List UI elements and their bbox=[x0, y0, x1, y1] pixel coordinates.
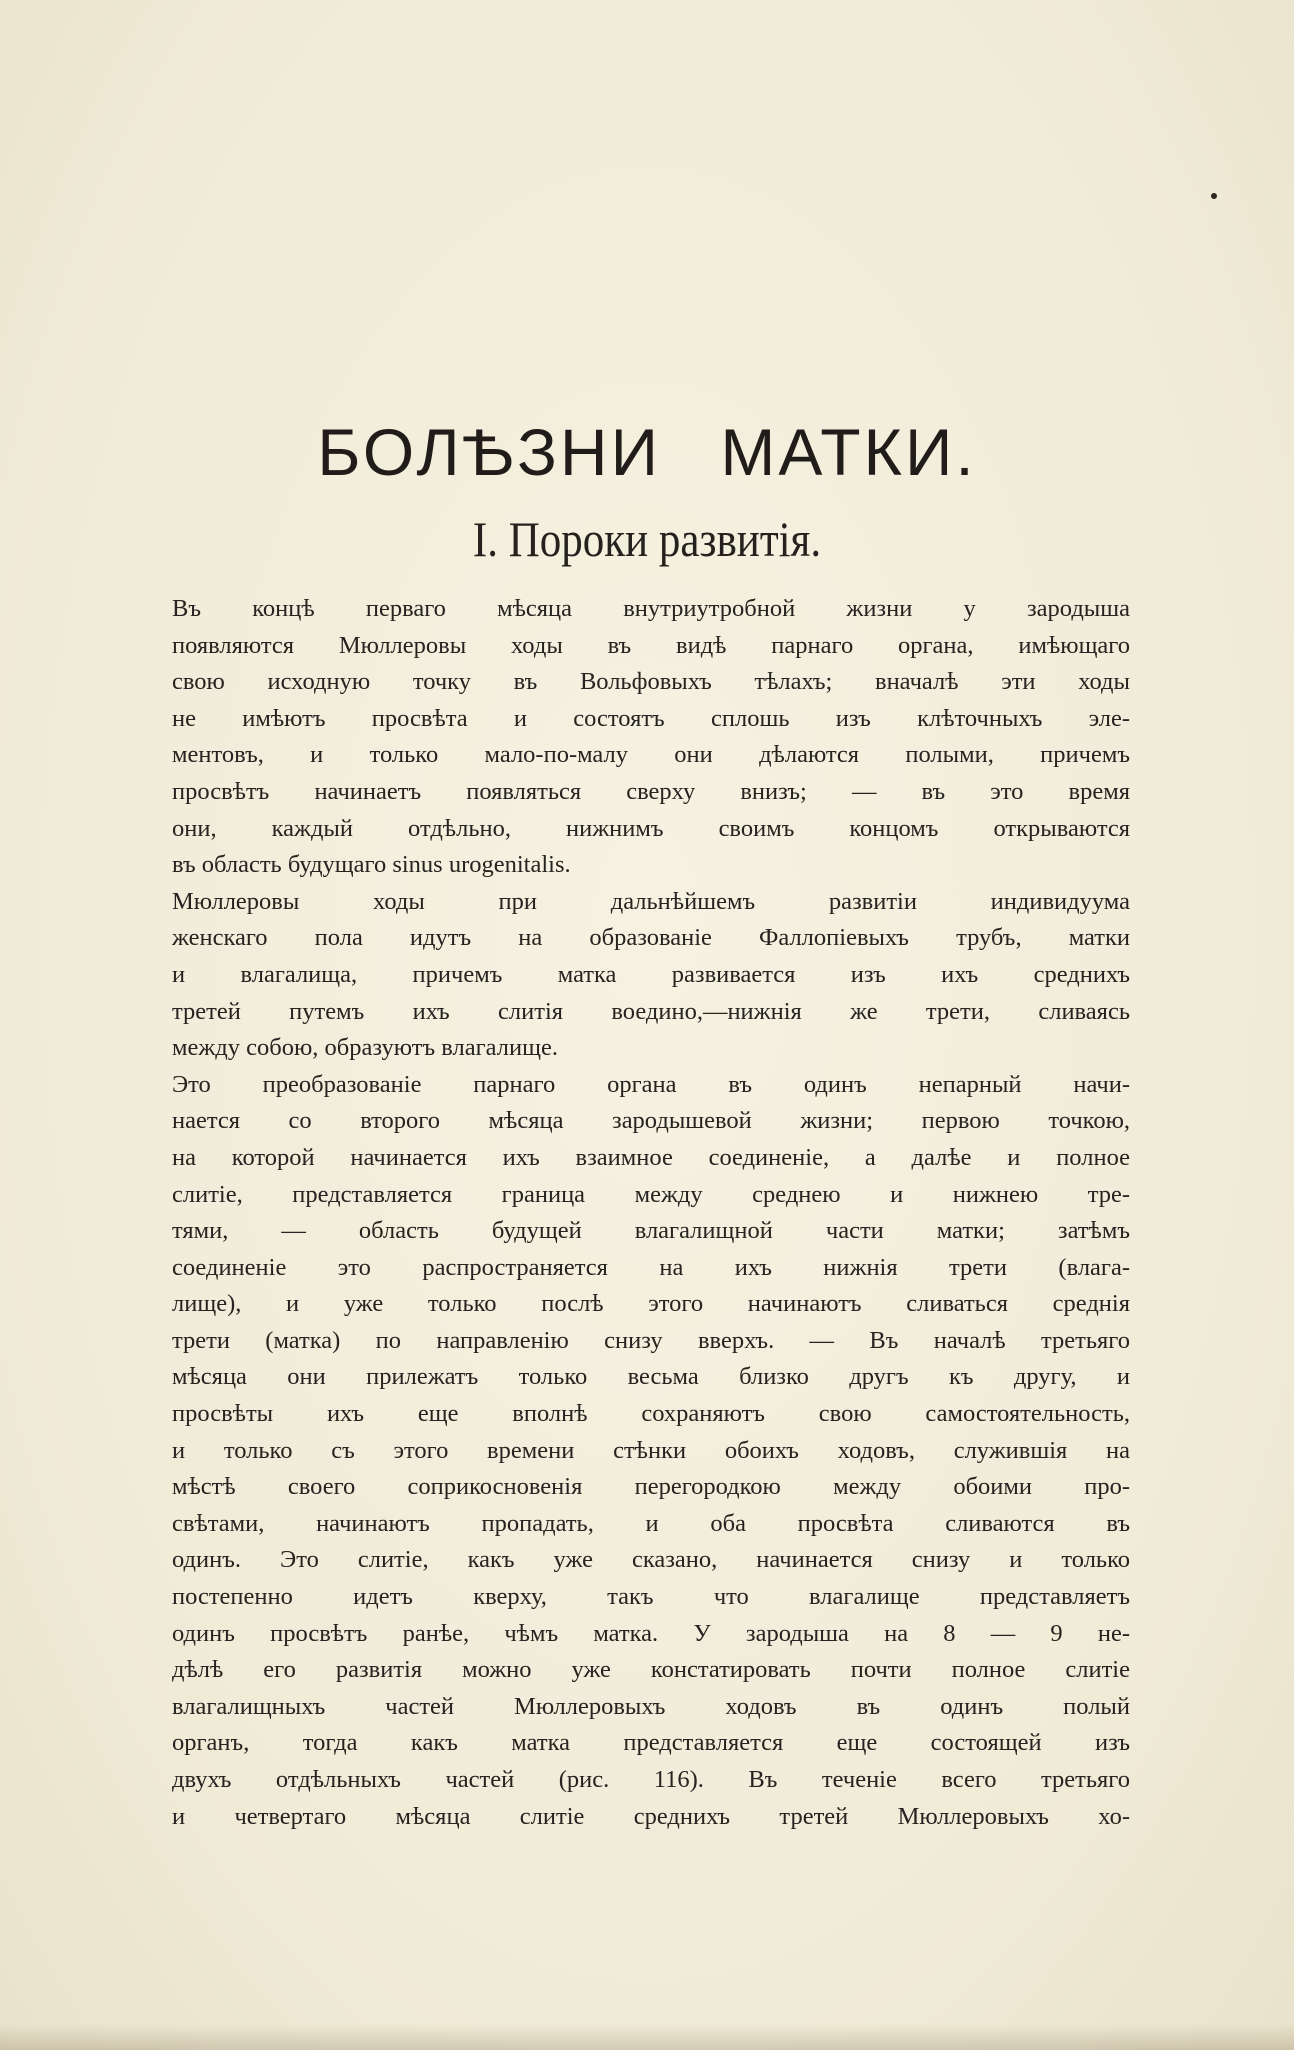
text-line: трети (матка) по направленію снизу вверхъ. — Въ началѣ третьяго bbox=[172, 1326, 1130, 1354]
text-line: третей путемъ ихъ слитія воедино,—нижнія же трети, сливаясь bbox=[172, 997, 1130, 1025]
text-line: появляются Мюллеровы ходы въ видѣ парнаго органа, имѣющаго bbox=[172, 631, 1130, 659]
text-line: между собою, образуютъ влагалище. bbox=[172, 1034, 558, 1062]
text-line: не имѣютъ просвѣта и состоятъ сплошь изъ клѣточныхъ эле- bbox=[172, 704, 1130, 732]
text-line: на которой начинается ихъ взаимное соединеніе, а далѣе и полное bbox=[172, 1143, 1130, 1171]
text-line: нается со второго мѣсяца зародышевой жизни; первою точкою, bbox=[172, 1107, 1130, 1135]
text-line: и влагалища, причемъ матка развивается изъ ихъ среднихъ bbox=[172, 960, 1130, 988]
text-line: свою исходную точку въ Вольфовыхъ тѣлахъ; вначалѣ эти ходы bbox=[172, 668, 1130, 696]
text-line: органъ, тогда какъ матка представляется еще состоящей изъ bbox=[172, 1729, 1130, 1757]
text-line: просвѣтъ начинаетъ появляться сверху внизъ; — въ это время bbox=[172, 777, 1130, 805]
text-line: женскаго пола идутъ на образованіе Фаллопіевыхъ трубъ, матки bbox=[172, 924, 1130, 952]
text-line: влагалищныхъ частей Мюллеровыхъ ходовъ въ одинъ полый bbox=[172, 1692, 1130, 1720]
text-line: двухъ отдѣльныхъ частей (рис. 116). Въ теченіе всего третьяго bbox=[172, 1766, 1130, 1793]
text-line: и четвертаго мѣсяца слитіе среднихъ третей Мюллеровыхъ хо- bbox=[172, 1802, 1130, 1830]
text-line: Это преобразованіе парнаго органа въ одинъ непарный начи- bbox=[172, 1070, 1130, 1098]
text-line: ментовъ, и только мало-по-малу они дѣлаются полыми, причемъ bbox=[172, 741, 1130, 769]
text-line: просвѣты ихъ еще вполнѣ сохраняютъ свою самостоятельность, bbox=[172, 1400, 1130, 1428]
paragraph-2 bbox=[172, 884, 1130, 1067]
text-line: тями, — область будущей влагалищной части матки; затѣмъ bbox=[172, 1217, 1130, 1245]
text-line: лище), и уже только послѣ этого начинаютъ сливаться среднія bbox=[172, 1290, 1130, 1318]
body-text bbox=[172, 591, 1130, 1835]
text-line: дѣлѣ его развитія можно уже констатировать почти полное слитіе bbox=[172, 1656, 1130, 1684]
text-line: мѣстѣ своего соприкосновенія перегородкою между обоими про- bbox=[172, 1473, 1130, 1501]
text-line: и только съ этого времени стѣнки обоихъ ходовъ, служившія на bbox=[172, 1436, 1130, 1464]
text-line: одинъ просвѣтъ ранѣе, чѣмъ матка. У зародыша на 8 — 9 не- bbox=[172, 1619, 1130, 1647]
text-line: они, каждый отдѣльно, нижнимъ своимъ концомъ открываются bbox=[172, 814, 1130, 842]
text-line: постепенно идетъ кверху, такъ что влагалище представляетъ bbox=[172, 1583, 1130, 1611]
paragraph-3 bbox=[172, 1067, 1130, 1835]
text-line: Мюллеровы ходы при дальнѣйшемъ развитіи индивидуума bbox=[172, 887, 1130, 915]
text-line: мѣсяца они прилежатъ только весьма близко другъ къ другу, и bbox=[172, 1363, 1130, 1391]
page-title: БОЛѢЗНИ МАТКИ. bbox=[317, 415, 977, 489]
text-line: одинъ. Это слитіе, какъ уже сказано, начинается снизу и только bbox=[172, 1546, 1130, 1574]
text-line: въ область будущаго sinus urogenitalis. bbox=[172, 851, 571, 879]
page-edge-shadow bbox=[0, 2024, 1294, 2050]
text-line: Въ концѣ перваго мѣсяца внутриутробной жизни у зародыша bbox=[172, 595, 1130, 622]
ink-speck bbox=[1211, 193, 1217, 199]
text-line: соединеніе это распространяется на ихъ нижнія трети (влага- bbox=[172, 1253, 1130, 1281]
section-title: I. Пороки развитія. bbox=[472, 511, 822, 567]
text-line: свѣтами, начинаютъ пропадать, и оба просвѣта сливаются въ bbox=[172, 1509, 1130, 1537]
paragraph-1 bbox=[172, 591, 1130, 884]
text-line: слитіе, представляется граница между среднею и нижнею тре- bbox=[172, 1180, 1130, 1208]
